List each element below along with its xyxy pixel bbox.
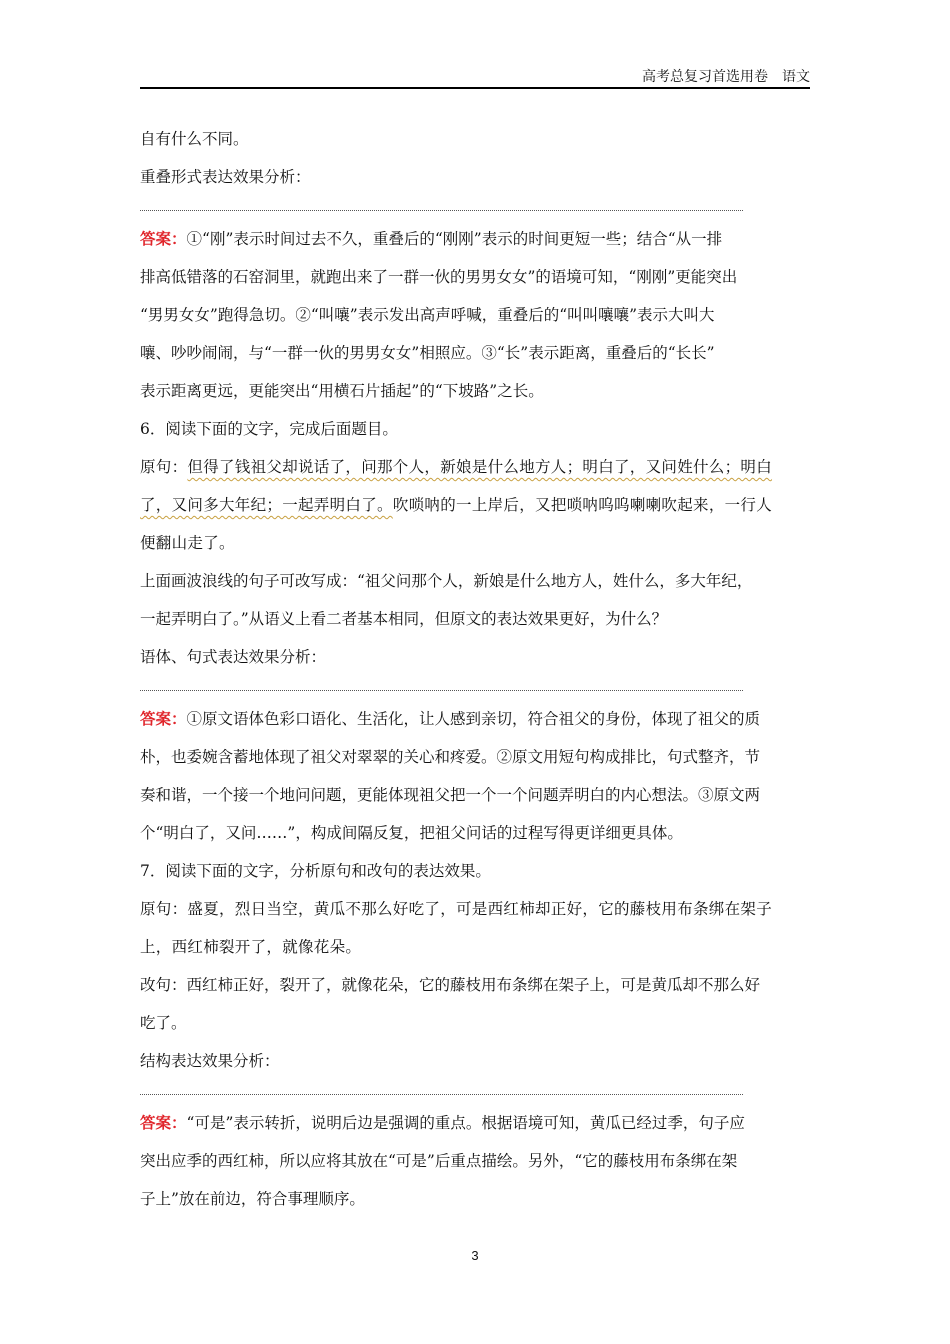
analysis-prompt: 语体、句式表达效果分析：	[140, 648, 327, 666]
question-text: 上面画波浪线的句子可改写成：“祖父问那个人，新娘是什么地方人，姓什么，多大年纪，	[140, 572, 753, 590]
header-title: 高考总复习首选用卷 语文	[642, 69, 810, 85]
original-label: 原句：	[140, 458, 188, 476]
answer-text: 个“明白了，又问……”，构成间隔反复，把祖父问话的过程写得更详细更具体。	[140, 824, 683, 842]
question-7-title: 7．阅读下面的文字，分析原句和改句的表达效果。	[140, 862, 491, 880]
answer-text: 突出应季的西红柿，所以应将其放在“可是”后重点描绘。另外，“它的藤枝用布条绑在架	[140, 1152, 738, 1170]
original-text: 吹唢呐的一上岸后，又把唢呐呜呜喇喇吹起来，一行人	[392, 496, 773, 514]
header-rule	[140, 87, 810, 89]
analysis-prompt: 重叠形式表达效果分析：	[140, 168, 311, 186]
answer-text: ①“刚”表示时间过去不久，重叠后的“刚刚”表示的时间更短一些；结合“从一排	[186, 230, 723, 248]
original-text: 便翻山走了。	[140, 534, 235, 552]
question-text: 一起弄明白了。”从语义上看二者基本相同，但原文的表达效果更好，为什么？	[140, 610, 668, 628]
answer-block-2	[140, 700, 810, 852]
revised-text: 改句：西红柿正好，裂开了，就像花朵，它的藤枝用布条绑在架子上，可是黄瓜却不那么好	[140, 976, 761, 994]
answer-text: 嚷、吵吵闹闹，与“一群一伙的男男女女”相照应。③“长”表示距离，重叠后的“长长”	[140, 344, 715, 362]
answer-text: “可是”表示转折，说明后边是强调的重点。根据语境可知，黄瓜已经过季，句子应	[186, 1114, 745, 1132]
text-line: 自有什么不同。	[140, 130, 249, 148]
answer-label: 答案：	[140, 1113, 187, 1132]
page-number: 3	[471, 1248, 479, 1263]
answer-blank-line	[140, 196, 810, 220]
original-text: 原句：盛夏，烈日当空，黄瓜不那么好吃了，可是西红柿却正好，它的藤枝用布条绑在架子	[140, 900, 773, 918]
analysis-prompt: 结构表达效果分析：	[140, 1052, 280, 1070]
answer-block-3	[140, 1104, 810, 1218]
answer-block-1	[140, 220, 810, 410]
answer-text: 排高低错落的石窑洞里，就跑出来了一群一伙的男男女女”的语境可知，“刚刚”更能突出	[140, 268, 738, 286]
answer-text: 奏和谐，一个接一个地问问题，更能体现祖父把一个一个问题弄明白的内心想法。③原文两	[140, 786, 761, 804]
answer-label: 答案：	[140, 709, 187, 728]
wavy-underlined-text: 了，又问多大年纪；一起弄明白了。	[140, 496, 393, 514]
answer-text: 朴，也委婉含蓄地体现了祖父对翠翠的关心和疼爱。②原文用短句构成排比，句式整齐，节	[140, 748, 761, 766]
answer-text: 表示距离更远，更能突出“用横石片插起”的“下坡路”之长。	[140, 382, 544, 400]
answer-text: “男男女女”跑得急切。②“叫嚷”表示发出高声呼喊，重叠后的“叫叫嚷嚷”表示大叫大	[140, 306, 715, 324]
answer-blank-line	[140, 1080, 810, 1104]
wavy-underlined-text: 但得了钱祖父却说话了，问那个人，新娘是什么地方人；明白了，又问姓什么；明白	[187, 458, 773, 476]
original-text: 上，西红柿裂开了，就像花朵。	[140, 938, 362, 956]
page-header	[140, 68, 810, 86]
document-body	[140, 120, 810, 1218]
answer-blank-line	[140, 676, 810, 700]
revised-text: 吃了。	[140, 1014, 187, 1032]
question-6-title: 6．阅读下面的文字，完成后面题目。	[140, 420, 398, 438]
answer-text: 子上”放在前边，符合事理顺序。	[140, 1190, 365, 1208]
answer-text: ①原文语体色彩口语化、生活化，让人感到亲切，符合祖父的身份，体现了祖父的质	[186, 710, 761, 728]
answer-label: 答案：	[140, 229, 187, 248]
